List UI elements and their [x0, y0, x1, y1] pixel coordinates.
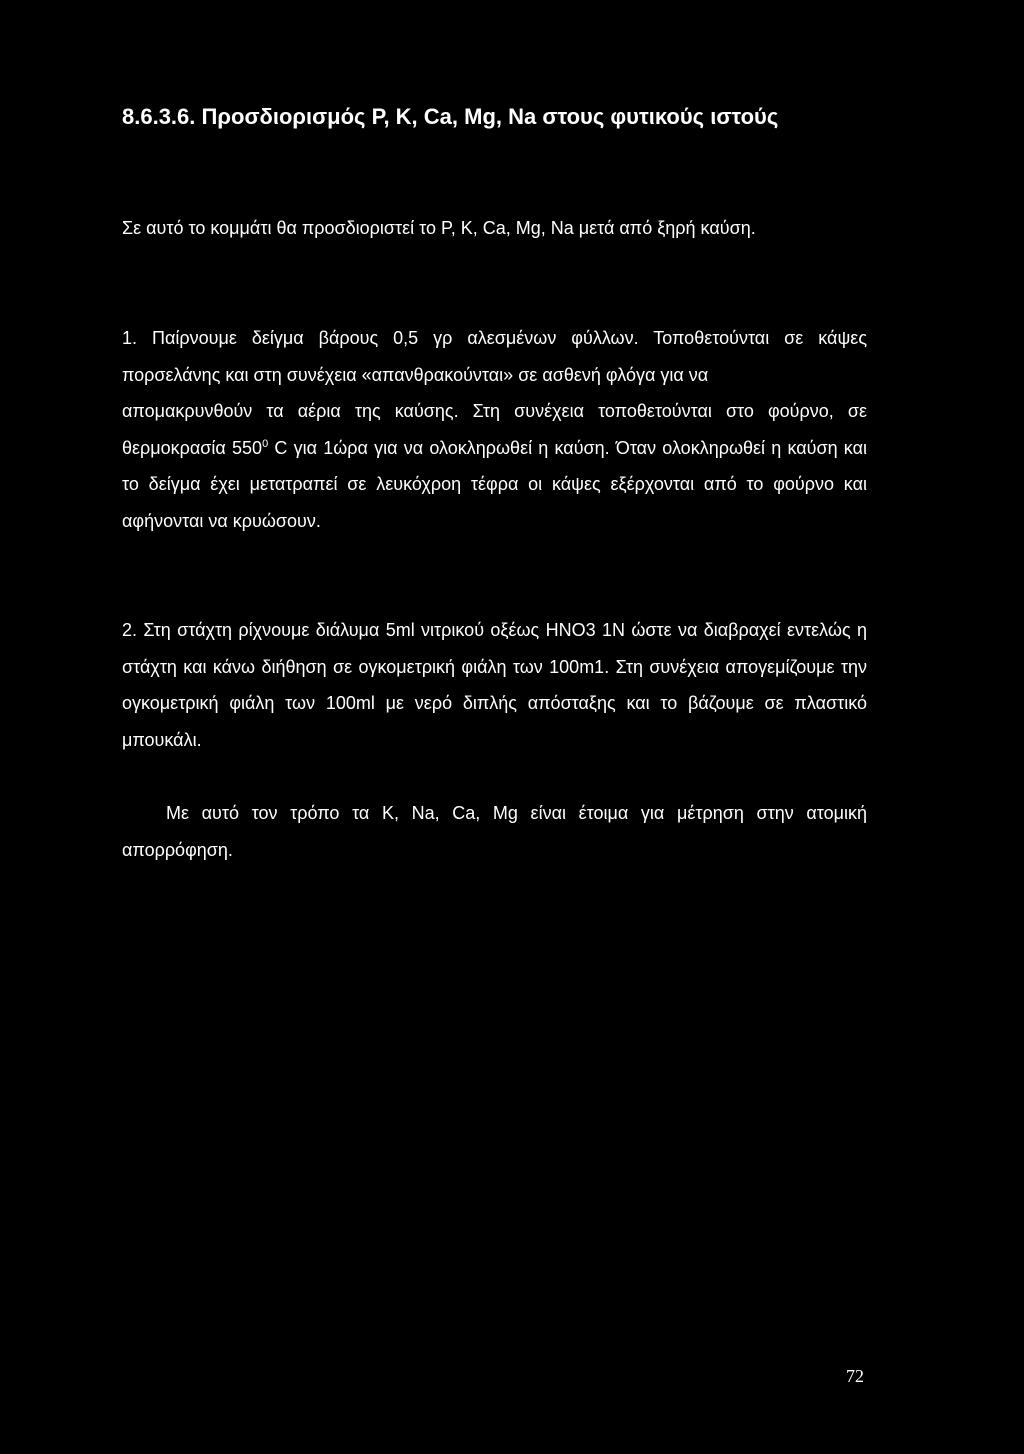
step-1-text-c: C για 1ώρα για να ολοκληρωθεί η καύση. Όταν ολοκληρωθεί η καύση και το δείγμα έχει μετατραπεί σε λευκόχροη τέφρα οι κάψες εξέρχονται από το φούρνο και αφήνονται να κρυώσουν.	[122, 437, 867, 531]
step-1-paragraph	[122, 320, 867, 539]
step-1-text-b: απομακρυνθούν τα αέρια της καύσης. Στη συνέχεια τοποθετούνται στο φούρνο, σε θερμοκρασία 550	[122, 401, 867, 458]
intro-paragraph: Σε αυτό το κομμάτι θα προσδιοριστεί το P, K, Ca, Mg, Na μετά από ξηρή καύση.	[122, 218, 756, 238]
page-number: 72	[846, 1366, 864, 1386]
section-heading: 8.6.3.6. Προσδιορισμός P, K, Ca, Mg, Na στους φυτικούς ιστούς	[122, 104, 779, 129]
conclusion-paragraph: Με αυτό τον τρόπο τα K, Na, Ca, Mg είναι έτοιμα για μέτρηση στην ατομική απορρόφηση.	[122, 803, 867, 860]
degree-superscript: 0	[262, 437, 269, 450]
step-1-text-a: 1. Παίρνουμε δείγμα βάρους 0,5 γρ αλεσμένων φύλλων. Τοποθετούνται σε κάψες πορσελάνης και στη συνέχεια «απανθρακούνται» σε ασθενή φλόγα για να	[122, 328, 867, 385]
step-2-paragraph: 2. Στη στάχτη ρίχνουμε διάλυμα 5ml νιτρικού οξέως HNO3 1N ώστε να διαβραχεί εντελώς η στάχτη και κάνω διήθηση σε ογκομετρική φιάλη των 100m1. Στη συνέχεια απογεμίζουμε την ογκομετρική φιάλη των 100ml με νερό διπλής απόσταξης και το βάζουμε σε πλαστικό μπουκάλι.	[122, 620, 867, 750]
